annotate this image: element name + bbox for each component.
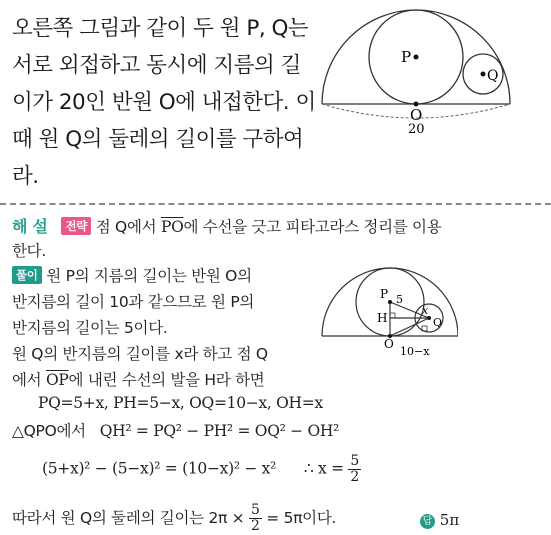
problem-line: 이가 20인 반원 O에 내접한다. 이	[12, 90, 316, 115]
point-q	[481, 72, 486, 77]
conclusion-numerator: 5	[251, 502, 260, 518]
label-diameter: 20	[408, 122, 425, 137]
answer-value: 5π	[439, 511, 460, 529]
problem-figure	[318, 0, 548, 140]
sol-point-p	[388, 300, 392, 304]
pythagoras-relation: QH² = PQ² − PH² = OQ² − OH²	[99, 422, 339, 440]
sol-label-5: 5	[396, 293, 403, 306]
answer	[420, 511, 459, 529]
solve-line-4: 원 Q의 반지름의 길이를 x라 하고 점 Q	[12, 345, 268, 363]
solve-line-1	[12, 264, 252, 286]
strategy-tag: 전략	[61, 217, 91, 235]
solve-text-5b: 에 내린 수선의 발을 H라 하면	[68, 371, 265, 389]
problem-line: 서로 외접하고 동시에 지름의 길	[12, 53, 301, 78]
triangle-label: △QPO에서	[12, 422, 86, 440]
problem-text	[12, 10, 316, 195]
strategy-text-3: 한다.	[12, 242, 46, 260]
equation-line	[42, 454, 361, 485]
problem-line: 라.	[12, 164, 39, 189]
strategy-text: 점 Q에서	[95, 218, 161, 236]
sol-label-x: x	[422, 304, 429, 317]
label-o: O	[410, 106, 423, 124]
label-q: Q	[487, 68, 499, 84]
therefore: ∴ x =	[303, 459, 344, 478]
solve-line-2: 반지름의 길이 10과 같으므로 원 P의	[12, 293, 255, 311]
problem-line: 오른쪽 그림과 같이 두 원 P, Q는	[12, 16, 309, 41]
conclusion-line	[12, 503, 336, 534]
solve-tag: 풀이	[12, 266, 42, 284]
problem-line: 때 원 Q의 둘레의 길이를 구하여	[12, 127, 304, 152]
problem-section	[0, 0, 551, 205]
sol-label-p: P	[380, 287, 389, 301]
answer-badge: 답	[420, 514, 435, 529]
triangle-line	[12, 419, 339, 441]
point-p	[414, 55, 419, 60]
sol-label-10x: 10−x	[400, 345, 430, 358]
label-p: P	[401, 48, 412, 66]
conclusion-fraction	[249, 503, 262, 534]
solve-text-5a: 에서	[12, 371, 46, 389]
sol-label-h: H	[377, 311, 388, 325]
x-fraction	[348, 454, 361, 485]
x-numerator: 5	[350, 453, 360, 469]
x-denominator: 2	[350, 469, 360, 485]
conclusion-text-1: 따라서 원 Q의 둘레의 길이는 2π ×	[12, 509, 245, 527]
strategy-text-2: 에 수선을 긋고 피타고라스 정리를 이용	[183, 218, 442, 236]
segment-op: $\overline{OP}$	[45, 371, 69, 389]
solution-heading: 해 설	[12, 217, 48, 236]
relations-line: PQ=5+x, PH=5−x, OQ=10−x, OH=x	[38, 394, 323, 412]
solution-section	[0, 206, 551, 535]
equation: (5+x)² − (5−x)² = (10−x)² − x²	[42, 459, 277, 478]
segment-po: $\overline{PO}$	[160, 218, 184, 236]
right-angle-h	[390, 313, 395, 318]
conclusion-text-2: = 5π이다.	[266, 509, 337, 527]
solve-text: 원 P의 지름의 길이는 반원 O의	[46, 267, 252, 285]
strategy-line	[12, 214, 441, 237]
solution-figure	[318, 262, 458, 372]
line-oq	[390, 318, 429, 336]
sol-label-q: Q	[433, 316, 443, 329]
section-divider	[0, 203, 551, 205]
sol-label-o: O	[384, 337, 394, 351]
solve-line-3: 반지름의 길이는 5이다.	[12, 319, 168, 337]
solve-line-5	[12, 368, 264, 390]
conclusion-denominator: 2	[251, 518, 260, 534]
